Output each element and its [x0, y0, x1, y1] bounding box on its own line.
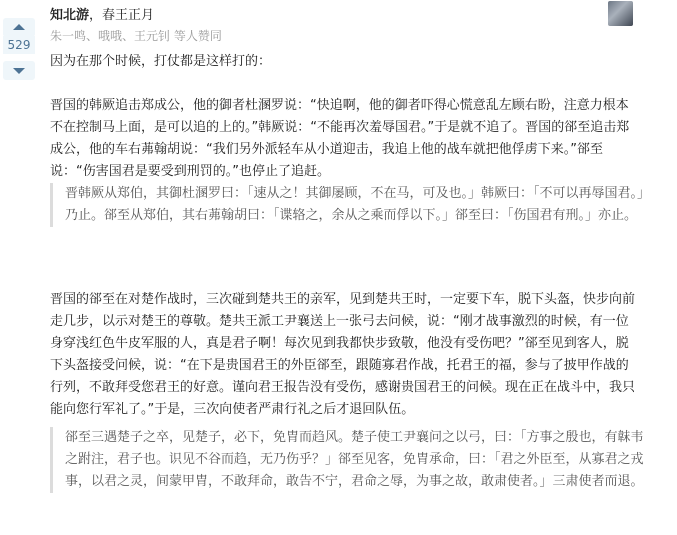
arrow-down-icon: [13, 68, 25, 74]
arrow-up-icon: [13, 24, 25, 30]
author-info: [50, 4, 154, 23]
author-separator: ，: [89, 8, 103, 23]
vote-widget: [3, 18, 35, 80]
downvote-button[interactable]: [3, 61, 35, 80]
upvote-button[interactable]: [3, 18, 35, 37]
avatar[interactable]: [608, 1, 633, 26]
voters-list: [50, 27, 222, 44]
vote-count: 529: [3, 36, 35, 54]
quote-block-2: 郤至三遇楚子之卒，见楚子，必下，免胄而趋风。楚子使工尹襄问之以弓，曰：「方事之殷也，有韎韦之跗注，君子也。识见不谷而趋，无乃伤乎？」郤至见客，免胄承命，曰：「君之外臣至，从寡君之戎事，以君之灵，间蒙甲胄，不敢拜命，敢告不宁，君命之辱，为事之故，敢肃使者。」三肃使者而退。: [50, 427, 647, 493]
answer-intro: 因为在那个时候，打仗都是这样打的：: [50, 54, 272, 69]
author-name[interactable]: 知北游: [50, 8, 90, 23]
voters-link[interactable]: 朱一鸣、哦哦、王元钊 等人赞同: [50, 29, 222, 43]
author-bio: 春王正月: [102, 8, 155, 23]
quote-block-1: 晋韩厥从郑伯，其御杜溷罗曰：「速从之！其御屡顾，不在马，可及也。」韩厥曰：「不可以再辱国君。」乃止。郤至从郑伯，其右茀翰胡曰：「谍辂之，余从之乘而俘以下。」郤至曰：「伤国君有刑。」亦止。: [50, 183, 647, 227]
answer-paragraph-2: 晋国的郤至在对楚作战时，三次碰到楚共王的亲军，见到楚共王时，一定要下车，脱下头盔，快步向前走几步，以示对楚王的尊敬。楚共王派工尹襄送上一张弓去问候，说：“刚才战事激烈的时候，有一位身穿浅红色牛皮军服的人，真是君子啊！每次见到我都快步致敬，他没有受伤吧？”郤至见到客人，脱下头盔接受问候，说：“在下是贵国君王的外臣郤至，跟随寡君作战，托君王的福，参与了披甲作战的行列，不敢拜受您君王的好意。谨向君王报告没有受伤，感谢贵国君王的问候。现在正在战斗中，我只能向您行军礼了。”于是，三次向使者严肃行礼之后才退回队伍。: [50, 292, 636, 417]
answer-paragraph-1: 晋国的韩厥追击郑成公，他的御者杜溷罗说：“快追啊，他的御者吓得心慌意乱左顾右盼，注意力根本不在控制马上面，是可以追的上的。”韩厥说：“不能再次羞辱国君。”于是就不追了。晋国的郤至追击郑成公，他的车右茀翰胡说：“我们另外派轻车从小道迎击，我追上他的战车就把他俘虏下来。”郤至说：“伤害国君是要受到刑罚的。”也停止了追赶。: [50, 98, 630, 179]
